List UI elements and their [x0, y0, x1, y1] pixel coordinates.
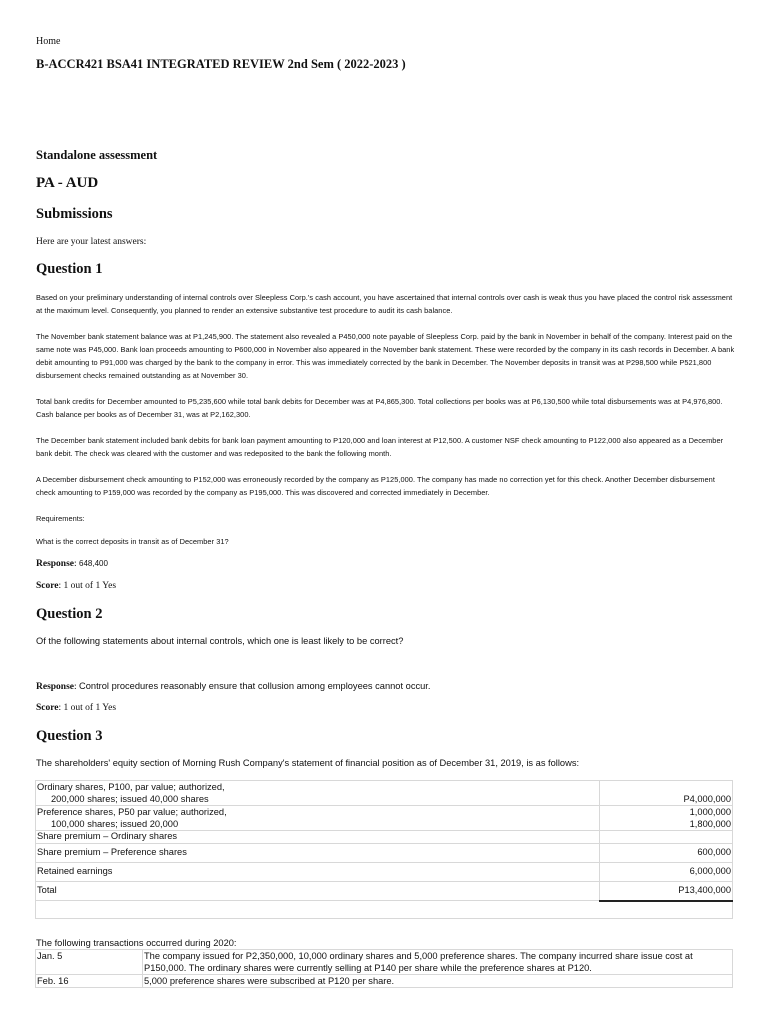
- table-row: [36, 831, 733, 844]
- transactions-intro: The following transactions occurred during 2020:: [36, 938, 237, 948]
- score-value: 1 out of 1 Yes: [63, 703, 117, 713]
- question-2-score: Score: 1 out of 1 Yes: [36, 703, 117, 713]
- submissions-heading: Submissions: [36, 206, 113, 222]
- response-label: Response: [36, 559, 75, 569]
- transactions-table: [35, 949, 733, 988]
- latest-answers-text: Here are your latest answers:: [36, 237, 147, 247]
- breadcrumb-home[interactable]: Home: [36, 36, 61, 47]
- response-value: Control procedures reasonably ensure that collusion among employees cannot occur.: [79, 681, 431, 691]
- table-cell-amount: 6,000,000: [600, 863, 733, 882]
- table-cell: Ordinary shares, P100, par value; authorized, 200,000 shares; issued 40,000 shares: [36, 781, 600, 806]
- table-cell-amount: [600, 831, 733, 844]
- question-1-requirements: Requirements:: [36, 514, 85, 523]
- table-cell: Retained earnings: [36, 863, 600, 882]
- table-row: [36, 806, 733, 831]
- score-value: 1 out of 1 Yes: [63, 581, 117, 591]
- question-1-response: Response: 648,400: [36, 559, 108, 569]
- table-cell-amount: P4,000,000: [600, 781, 733, 806]
- table-row: [36, 950, 733, 975]
- question-3-heading: Question 3: [36, 728, 103, 744]
- table-cell-amount: P13,400,000: [600, 882, 733, 901]
- response-label: Response: [36, 682, 75, 692]
- question-1-score: Score: 1 out of 1 Yes: [36, 581, 117, 591]
- question-2-text: Of the following statements about internal controls, which one is least likely to be correct?: [36, 636, 404, 646]
- assessment-name: PA - AUD: [36, 175, 99, 191]
- table-cell: Share premium – Preference shares: [36, 844, 600, 863]
- course-title: B-ACCR421 BSA41 INTEGRATED REVIEW 2nd Sem ( 2022-2023 ): [36, 57, 406, 71]
- question-1-paragraph: Total bank credits for December amounted to P5,235,600 while total bank debits for December was at P4,865,300. Total collections per books was at P6,130,500 while total disbursements was at P4,976,800. Cash balance per books as of December 31, was at P2,162,300.: [36, 397, 723, 419]
- question-2-response: Response: Control procedures reasonably ensure that collusion among employees cannot occur.: [36, 681, 431, 692]
- response-value: 648,400: [79, 559, 108, 568]
- question-1-paragraph: A December disbursement check amounting to P152,000 was erroneously recorded by the company as P125,000. The company has made no correction yet for this check. Another December disbursement check amounting to P159,000 was recorded by the company as P195,000. This was discovered and corrected immediately in December.: [36, 475, 715, 497]
- table-row: [36, 844, 733, 863]
- table-row-total: [36, 882, 733, 901]
- table-cell: Share premium – Ordinary shares: [36, 831, 600, 844]
- question-1-heading: Question 1: [36, 261, 103, 277]
- table-cell-amount: 1,000,000 1,800,000: [600, 806, 733, 831]
- table-cell: [36, 901, 733, 919]
- score-label: Score: [36, 581, 59, 591]
- question-1-paragraph: The December bank statement included bank debits for bank loan payment amounting to P120,000 and loan interest at P12,500. A customer NSF check amounting to P122,000 also appeared as a December bank debit. The check was cleared with the customer and was redeposited to the bank the following month.: [36, 436, 724, 458]
- question-1-prompt: What is the correct deposits in transit as of December 31?: [36, 537, 229, 546]
- equity-table: [35, 780, 733, 919]
- transaction-date: Feb. 16: [36, 975, 143, 988]
- table-row: [36, 863, 733, 882]
- table-cell: Total: [36, 882, 600, 901]
- transaction-date: Jan. 5: [36, 950, 143, 975]
- table-row: [36, 975, 733, 988]
- question-2-heading: Question 2: [36, 606, 103, 622]
- question-1-paragraph: Based on your preliminary understanding of internal controls over Sleepless Corp.'s cash account, you have ascertained that internal controls over cash is weak thus you have placed the control risk assessment at the maximum level. Consequently, you planned to render an extensive substantive test procedure to audit its cash balance.: [36, 293, 733, 315]
- table-cell-amount: 600,000: [600, 844, 733, 863]
- table-cell: Preference shares, P50 par value; authorized, 100,000 shares; issued 20,000: [36, 806, 600, 831]
- assessment-type: Standalone assessment: [36, 148, 158, 162]
- question-3-intro: The shareholders' equity section of Morning Rush Company's statement of financial position as of December 31, 2019, is as follows:: [36, 758, 580, 768]
- transaction-text: 5,000 preference shares were subscribed at P120 per share.: [143, 975, 733, 988]
- table-row: [36, 781, 733, 806]
- score-label: Score: [36, 703, 59, 713]
- question-1-paragraph: The November bank statement balance was at P1,245,900. The statement also revealed a P450,000 note payable of Sleepless Corp. paid by the bank in November in behalf of the company. Interest paid on the same note was P45,000. Bank loan proceeds amounting to P600,000 in November also appeared in the November bank statement. These were recorded by the company in its cash records in December. A bank debit amounting to P91,000 was charged by the bank to the company in error. This was immediately corrected by the bank in December. The November deposits in transit was at P298,500 while P521,800 disbursement checks remained outstanding as at November 30.: [36, 332, 735, 380]
- transaction-text: The company issued for P2,350,000, 10,000 ordinary shares and 5,000 preference shares. The company incurred share issue cost at P150,000. The ordinary shares were currently selling at P140 per share while the preference shares at P120.: [143, 950, 733, 975]
- table-row-empty: [36, 901, 733, 919]
